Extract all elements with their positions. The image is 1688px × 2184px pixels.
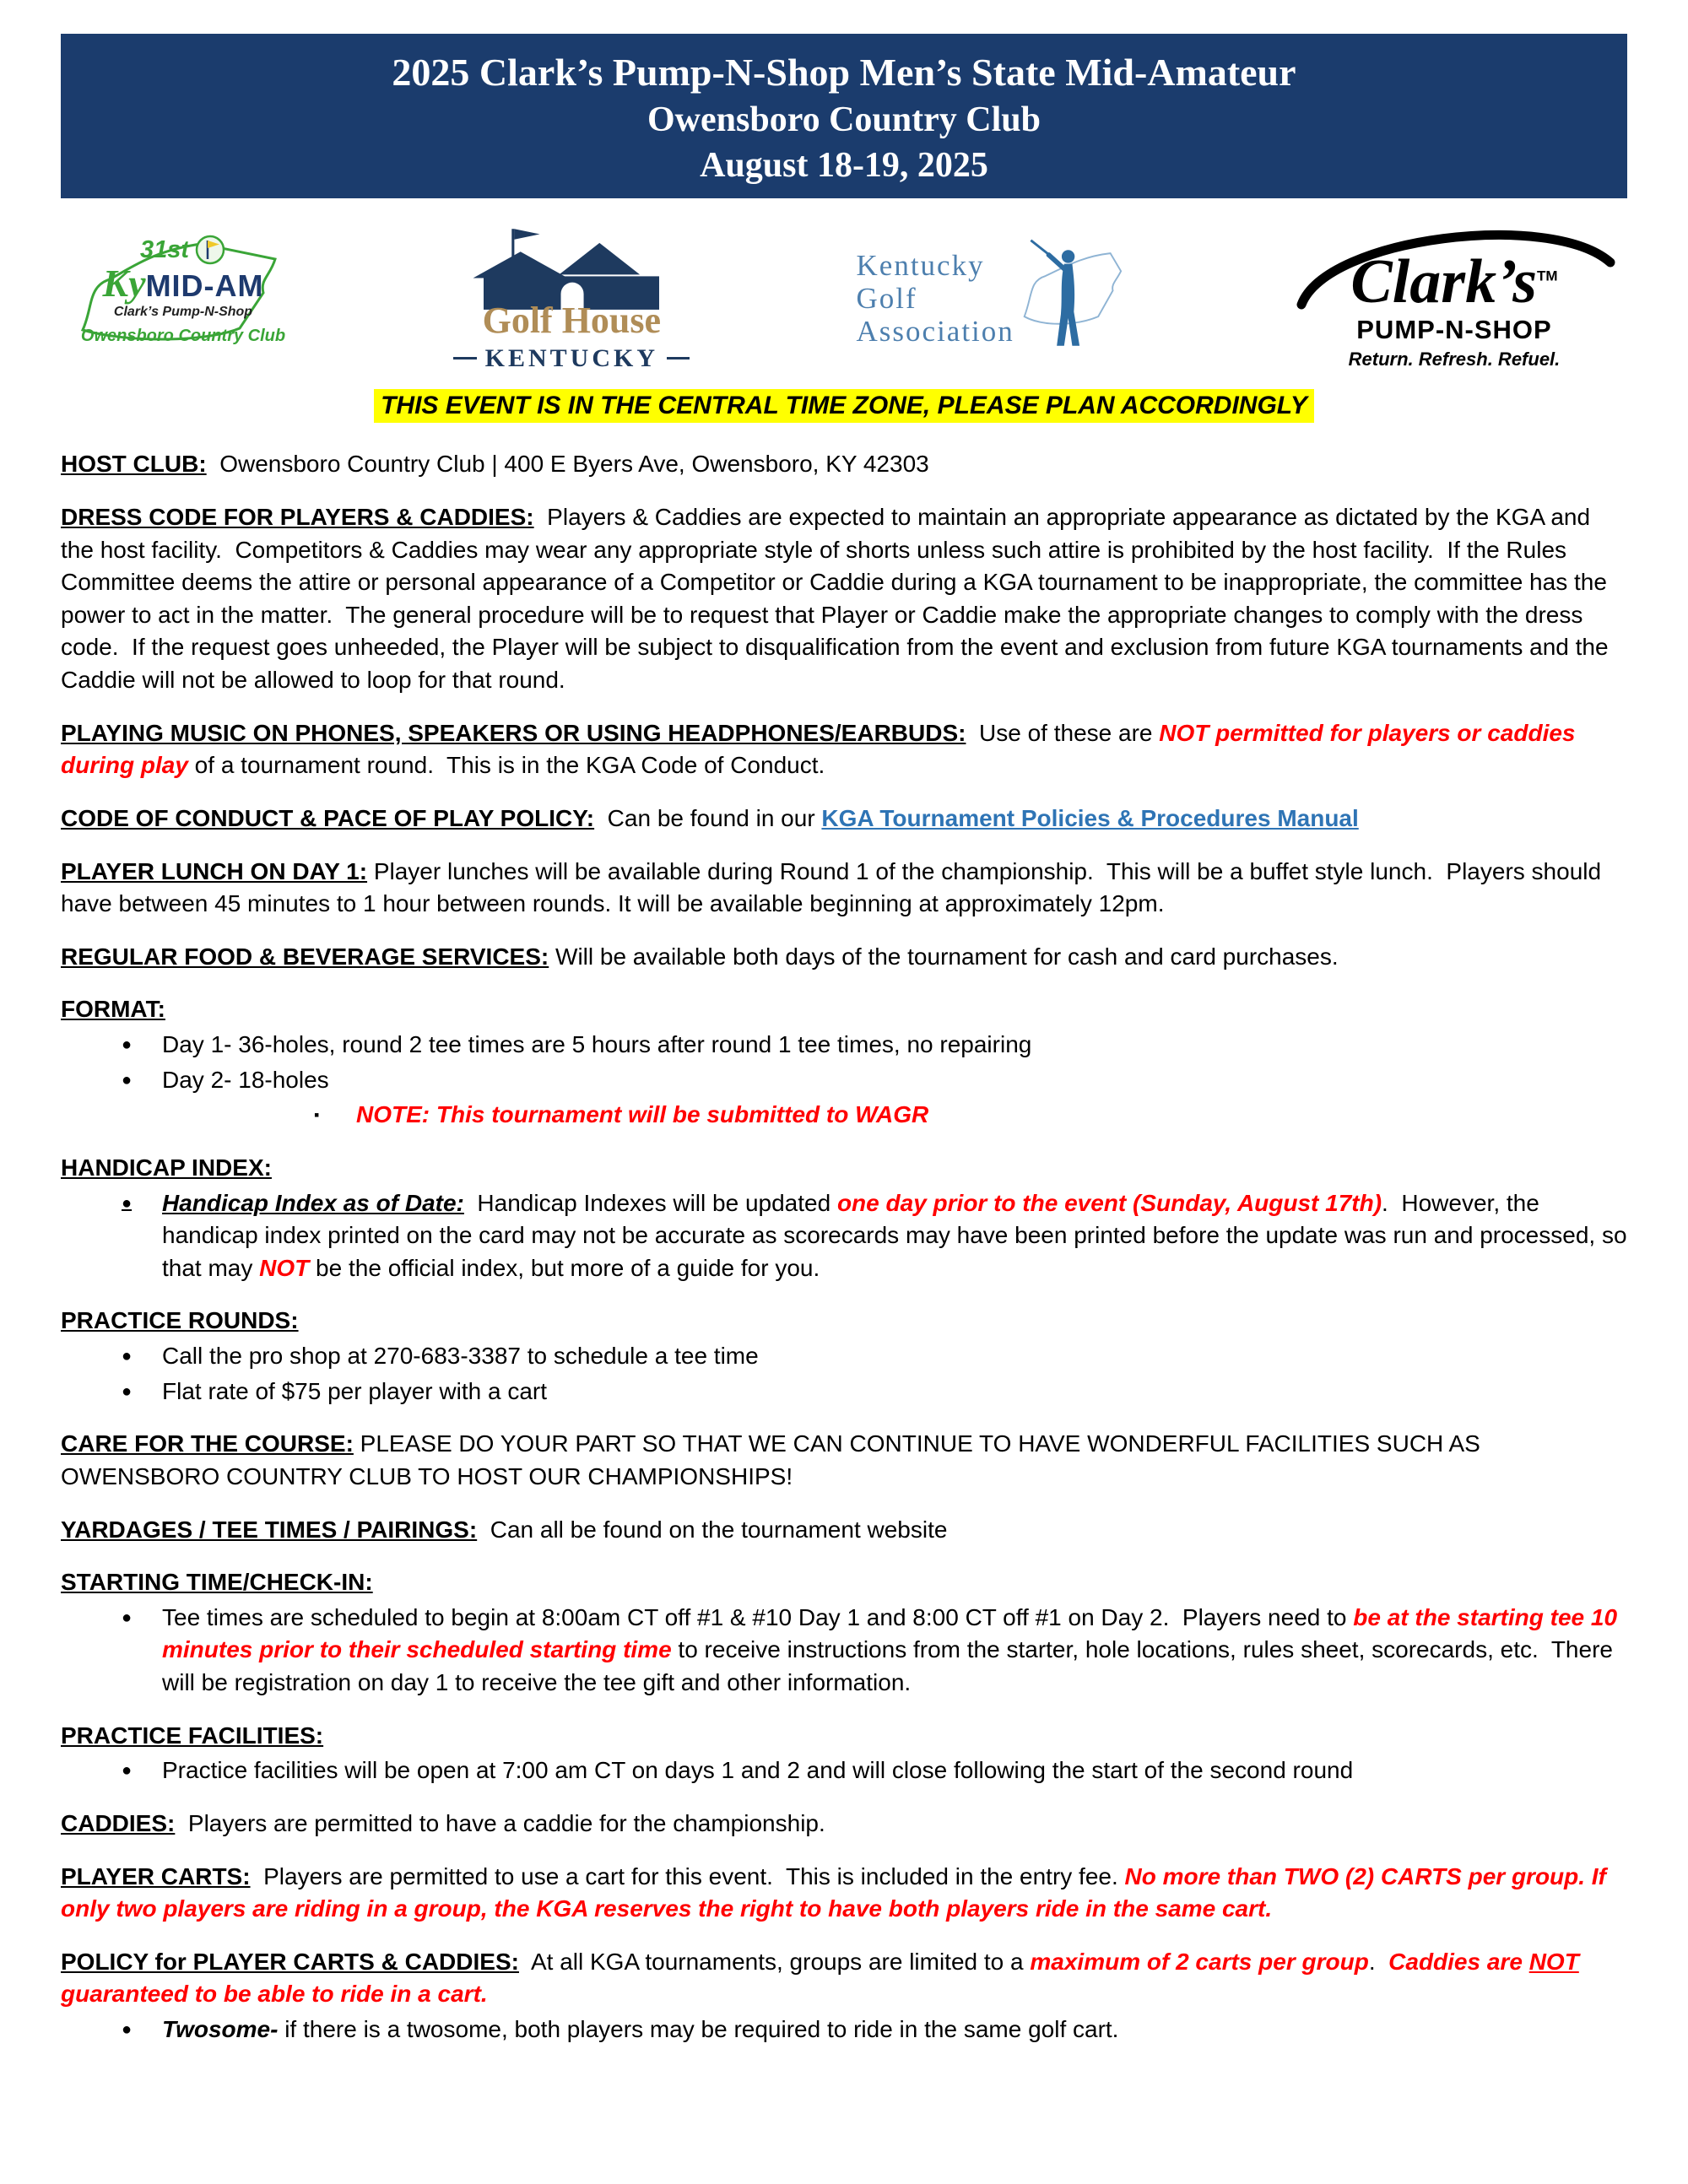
text-run: CADDIES: bbox=[61, 1809, 176, 1836]
text-run: to receive instructions from the starter, hole locations, rules sheet, scorecards, etc. There will be registration on day 1 to receive the tee gift and other information. bbox=[162, 1636, 1620, 1696]
text-run: Can be found in our bbox=[594, 804, 822, 831]
text-run: Day 1- 36-holes, round 2 tee times are 5 hours after round 1 tee times, no repairing bbox=[162, 1031, 1032, 1058]
text-run: guaranteed to be able to ride in a cart. bbox=[61, 1948, 1586, 2008]
paragraph bbox=[61, 1808, 1627, 1841]
clarks-name-label: Clark’s bbox=[1350, 247, 1538, 317]
text-run: Owensboro Country Club | 400 E Byers Ave, Owensboro, KY 42303 bbox=[206, 451, 929, 478]
paragraph bbox=[61, 856, 1627, 921]
paragraph bbox=[61, 993, 1627, 1026]
section-food-beverage bbox=[61, 941, 1627, 974]
bullet-text bbox=[162, 1187, 1634, 1285]
text-run: PLAYER CARTS: bbox=[61, 1862, 251, 1889]
text-run: one day prior to the event (Sunday, August 17th) bbox=[836, 1189, 1382, 1216]
paragraph bbox=[61, 1861, 1627, 1926]
paragraph bbox=[61, 1152, 1627, 1185]
text-run: of a tournament round. This is in the KGA Code of Conduct. bbox=[187, 752, 825, 779]
bullet-marker: ● bbox=[122, 2020, 133, 2040]
kymidam-name-row bbox=[69, 264, 297, 303]
paragraph bbox=[61, 717, 1627, 782]
midam-label: MID-AM bbox=[145, 268, 264, 304]
text-run: PLEASE DO YOUR PART SO THAT WE CAN CONTINUE TO HAVE WONDERFUL FACILITIES SUCH AS OWENSBORO COUNTRY CLUB TO HOST OUR CHAMPIONSHIPS! bbox=[61, 1430, 1487, 1489]
kga-logo-text bbox=[857, 249, 1014, 349]
bullet-item bbox=[61, 1029, 1627, 1062]
text-run: NOT permitted for players or caddies during play bbox=[61, 719, 1582, 779]
text-run: Caddies are bbox=[1388, 1948, 1529, 1975]
bullet-marker: ● bbox=[122, 1070, 133, 1089]
section-player-lunch bbox=[61, 856, 1627, 921]
paragraph bbox=[61, 803, 1627, 835]
golf-house-state-row bbox=[453, 344, 690, 373]
logo-row bbox=[69, 222, 1619, 374]
text-run: CODE OF CONDUCT & PACE OF PLAY POLICY: bbox=[61, 804, 595, 831]
note-item bbox=[61, 1099, 1627, 1132]
section-practice-rounds bbox=[61, 1305, 1627, 1408]
text-run: PLAYER LUNCH ON DAY 1: bbox=[61, 857, 368, 884]
text-run: Can all be found on the tournament website bbox=[477, 1516, 948, 1543]
trademark-symbol: TM bbox=[1537, 268, 1558, 284]
paragraph bbox=[61, 1305, 1627, 1338]
text-run: Practice facilities will be open at 7:00 am CT on days 1 and 2 and will close following the start of the second round bbox=[162, 1757, 1354, 1784]
golf-flag-icon bbox=[194, 234, 226, 266]
event-dates: August 18-19, 2025 bbox=[700, 145, 988, 185]
bullet-marker: ● bbox=[122, 1193, 133, 1213]
timezone-notice-wrap bbox=[61, 389, 1627, 423]
text-run: maximum of 2 carts per group bbox=[1030, 1948, 1369, 1975]
text-run: POLICY for PLAYER CARTS & CADDIES: bbox=[61, 1948, 519, 1975]
bullet-marker: ▪ bbox=[314, 1106, 320, 1124]
kga-manual-link[interactable]: KGA Tournament Policies & Procedures Manual bbox=[821, 804, 1359, 831]
bullet-marker: ● bbox=[122, 1347, 133, 1366]
kga-line2: Golf bbox=[856, 281, 917, 315]
paragraph bbox=[61, 1720, 1627, 1753]
text-run: At all KGA tournaments, groups are limited to a bbox=[518, 1948, 1031, 1975]
kymidam-logo bbox=[69, 224, 297, 372]
bullet-text bbox=[162, 1064, 1627, 1097]
host-club-label: Owensboro Country Club bbox=[80, 327, 286, 346]
bullet-item bbox=[61, 1376, 1627, 1408]
golf-house-kentucky-logo bbox=[453, 224, 690, 373]
paragraph bbox=[61, 501, 1627, 697]
text-run: NOT bbox=[259, 1254, 310, 1281]
paragraph bbox=[61, 1428, 1627, 1493]
section-caddies bbox=[61, 1808, 1627, 1841]
ky-script-label: Ky bbox=[102, 262, 146, 305]
section-host-club bbox=[61, 448, 1627, 481]
text-run: Players & Caddies are expected to maintain an appropriate appearance as dictated by the KGA and the host facility. Competitors & Caddies may wear any appropriate style of shorts unless such attire is prohibited by the host facility. If the Rules Committee deems the attire or personal appearance of a Competitor or Caddie during a KGA tournament to be inappropriate, the committee has the power to act in the matter. The general procedure will be to request that Player or Caddie make the appropriate changes to comply with the dress code. If the request goes unheeded, the Player will be subject to disqualification from the event and exclusion from future KGA tournaments and the Caddie will not be allowed to loop for that round. bbox=[61, 503, 1615, 694]
bullet-text bbox=[162, 1602, 1627, 1700]
paragraph bbox=[61, 1946, 1627, 2011]
clarks-logo bbox=[1290, 222, 1619, 374]
text-run: NOTE: This tournament will be submitted to WAGR bbox=[356, 1101, 929, 1128]
section-yardages bbox=[61, 1514, 1627, 1547]
text-run: PRACTICE ROUNDS: bbox=[61, 1307, 299, 1334]
text-run: if there is a twosome, both players may be required to ride in the same golf cart. bbox=[278, 2016, 1119, 2043]
paragraph bbox=[61, 448, 1627, 481]
rule-line bbox=[667, 357, 690, 359]
document-body bbox=[61, 448, 1634, 2046]
text-run: PRACTICE FACILITIES: bbox=[61, 1722, 324, 1749]
event-venue: Owensboro Country Club bbox=[647, 100, 1041, 139]
text-run: FORMAT: bbox=[61, 996, 165, 1023]
bullet-marker: ● bbox=[122, 1035, 133, 1055]
event-title: 2025 Clark’s Pump-N-Shop Men’s State Mid-Amateur bbox=[392, 51, 1296, 94]
text-run: be the official index, but more of a guide for you. bbox=[309, 1254, 820, 1281]
text-run: Tee times are scheduled to begin at 8:00am CT off #1 & #10 Day 1 and 8:00 CT off #1 on Day 2. Players need to bbox=[162, 1603, 1354, 1630]
text-run: YARDAGES / TEE TIMES / PAIRINGS: bbox=[61, 1516, 478, 1543]
paragraph bbox=[61, 1514, 1627, 1547]
text-run: Handicap Indexes will be updated bbox=[463, 1189, 837, 1216]
bullet-item bbox=[61, 1064, 1627, 1097]
paragraph bbox=[61, 941, 1627, 974]
sponsor-label: Clark’s Pump-N-Shop bbox=[113, 305, 253, 320]
text-run: DRESS CODE FOR PLAYERS & CADDIES: bbox=[61, 503, 534, 530]
edition-label: 31st bbox=[139, 235, 190, 263]
section-format bbox=[61, 993, 1627, 1132]
text-run: HANDICAP INDEX: bbox=[61, 1154, 272, 1181]
bullet-item bbox=[61, 1340, 1627, 1373]
text-run: Handicap Index as of Date: bbox=[162, 1189, 464, 1216]
bullet-item bbox=[61, 1754, 1627, 1787]
bullet-text bbox=[162, 1029, 1627, 1062]
text-run: be at the starting tee 10 minutes prior to their scheduled starting time bbox=[162, 1603, 1624, 1663]
text-run: Twosome- bbox=[162, 2016, 279, 2043]
text-run: . However, the handicap index printed on the card may not be accurate as scorecards may have been printed before the update was run and processed, so that may bbox=[162, 1189, 1634, 1281]
bullet-text bbox=[162, 1340, 1627, 1373]
clarks-wordmark bbox=[1290, 247, 1619, 317]
rule-line bbox=[453, 357, 476, 359]
section-handicap-index bbox=[61, 1152, 1634, 1285]
text-run: Players are permitted to use a cart for this event. This is included in the entry fee. bbox=[250, 1862, 1125, 1889]
text-run: REGULAR FOOD & BEVERAGE SERVICES: bbox=[61, 943, 549, 970]
pump-n-shop-label: PUMP-N-SHOP bbox=[1356, 315, 1552, 345]
timezone-notice: THIS EVENT IS IN THE CENTRAL TIME ZONE, PLEASE PLAN ACCORDINGLY bbox=[374, 389, 1314, 423]
text-run: Call the pro shop at 270-683-3387 to schedule a tee time bbox=[162, 1343, 759, 1370]
kymidam-logo-text bbox=[69, 224, 297, 346]
golf-house-label: Golf House bbox=[482, 299, 662, 341]
text-run: Use of these are bbox=[966, 719, 1160, 746]
bullet-text bbox=[162, 2014, 1627, 2046]
text-run: Flat rate of $75 per player with a cart bbox=[162, 1377, 547, 1404]
text-run: . bbox=[1368, 1948, 1389, 1975]
event-banner bbox=[61, 34, 1627, 198]
section-cart-caddie-policy bbox=[61, 1946, 1627, 2046]
kga-line3: Association bbox=[856, 314, 1014, 348]
bullet-marker: ● bbox=[122, 1608, 133, 1627]
section-dress-code bbox=[61, 501, 1627, 697]
text-run: Players are permitted to have a caddie for the championship. bbox=[175, 1809, 825, 1836]
section-player-carts bbox=[61, 1861, 1627, 1926]
clarks-tagline: Return. Refresh. Refuel. bbox=[1348, 349, 1561, 370]
bullet-item bbox=[61, 2014, 1627, 2046]
bullet-item bbox=[61, 1187, 1634, 1285]
kentucky-label: KENTUCKY bbox=[484, 343, 659, 372]
text-run: Day 2- 18-holes bbox=[162, 1066, 329, 1093]
text-run: Will be available both days of the tournament for cash and card purchases. bbox=[549, 943, 1339, 970]
text-run: NOT bbox=[1528, 1948, 1579, 1975]
text-run: STARTING TIME/CHECK-IN: bbox=[61, 1569, 373, 1596]
golf-house-icon bbox=[466, 224, 677, 311]
paragraph bbox=[61, 1566, 1627, 1599]
section-care-for-course bbox=[61, 1428, 1627, 1493]
bullet-marker: ● bbox=[122, 1761, 133, 1781]
text-run: No more than TWO (2) CARTS per group. If only two players are riding in a group, the KGA reserves the right to have both players ride in the same cart. bbox=[61, 1862, 1613, 1922]
bullet-item bbox=[61, 1602, 1627, 1700]
bullet-text bbox=[162, 1376, 1627, 1408]
kga-logo bbox=[847, 235, 1133, 361]
text-run: Player lunches will be available during Round 1 of the championship. This will be a buffet style lunch. Players should have between 45 minutes to 1 hour between rounds. It will be available beginning at approximately 12pm. bbox=[61, 857, 1608, 917]
bullet-marker: ● bbox=[122, 1381, 133, 1401]
text-run: CARE FOR THE COURSE: bbox=[61, 1430, 354, 1457]
text-run: PLAYING MUSIC ON PHONES, SPEAKERS OR USING HEADPHONES/EARBUDS: bbox=[61, 719, 966, 746]
section-starting-time bbox=[61, 1566, 1627, 1700]
section-code-of-conduct bbox=[61, 803, 1627, 835]
kga-line1: Kentucky bbox=[856, 248, 985, 282]
section-music-policy bbox=[61, 717, 1627, 782]
section-practice-facilities bbox=[61, 1720, 1627, 1787]
golfer-state-icon bbox=[1018, 235, 1123, 361]
text-run: HOST CLUB: bbox=[61, 451, 207, 478]
bullet-text bbox=[162, 1754, 1627, 1787]
bullet-text bbox=[356, 1099, 1627, 1132]
